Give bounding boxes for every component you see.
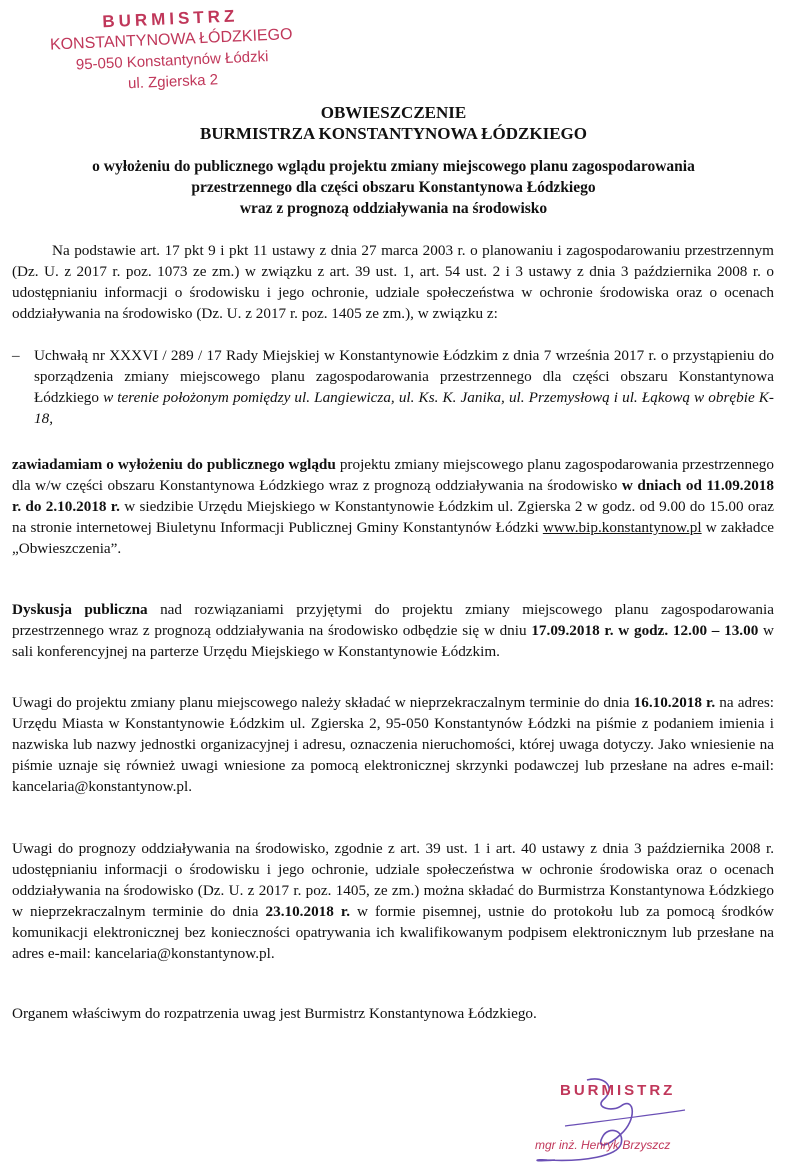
remarks-forecast-paragraph: [12, 838, 774, 964]
notice-dates: w dniach od 11.09.2018 r. do 2.10.2018 r.: [12, 477, 774, 515]
title-line-2: BURMISTRZA KONSTANTYNOWA ŁÓDZKIEGO: [200, 124, 587, 143]
resolution-location: w terenie położonym pomiędzy ul. Langiewicza, ul. Ks. K. Janika, ul. Przemysłową i ul. Łąkową w obrębie K-18: [34, 389, 774, 427]
stamp-line-1: BURMISTRZ: [101, 6, 239, 32]
bip-link[interactable]: www.bip.konstantynow.pl: [542, 519, 702, 536]
remarks-forecast-text-2: w formie pisemnej, ustnie do protokołu lub za pomocą środków komunikacji elektronicznej bez konieczności opatrywania ich kwalifikowanym podpisem elektronicznym lub przesłane na adres e-mail: kancelaria@konstantynow.pl.: [12, 903, 774, 962]
discussion-datetime: 17.09.2018 r. w godz. 12.00 – 13.00: [531, 622, 759, 639]
discussion-paragraph: [12, 599, 774, 662]
discussion-bold-lead: Dyskusja publiczna: [12, 601, 148, 618]
notice-paragraph: [12, 454, 774, 559]
document-title: [0, 102, 787, 144]
resolution-text: Uchwałą nr XXXVI / 289 / 17 Rady Miejskiej w Konstantynowie Łódzkim z dnia 7 września 2017 r. o przystąpieniu do sporządzenia zmiany miejscowego planu zagospodarowania przestrzennego dla części obszaru Konstantynowa Łódzkiego: [34, 347, 774, 406]
official-stamp: [40, 3, 303, 98]
stamp-line-3: 95-050 Konstantynów Łódzki: [75, 48, 269, 74]
remarks-plan-text-1: Uwagi do projektu zmiany planu miejscowego należy składać w nieprzekraczalnym terminie do dnia: [12, 694, 634, 711]
notice-bold-lead: zawiadamiam o wyłożeniu do publicznego wglądu: [12, 456, 336, 473]
stamp-line-4: ul. Zgierska 2: [127, 71, 219, 93]
discussion-text-1: nad rozwiązaniami przyjętymi do projektu zmiany miejscowego planu zagospodarowania przestrzennego wraz z prognozą oddziaływania na środowisko odbędzie się w dniu: [12, 601, 774, 639]
subtitle-line-2: przestrzennego dla części obszaru Konstantynowa Łódzkiego: [191, 179, 596, 196]
remarks-forecast-text-1: Uwagi do prognozy oddziaływania na środowisko, zgodnie z art. 39 ust. 1 i art. 40 ustawy z dnia 3 października 2008 r. udostępnianiu informacji o środowisku i jego ochronie, udziale społeczeństwa w ochronie środowiska oraz o ocenach oddziaływania na środowisko (Dz. U. z 2017 r. poz. 1405, ze zm.) można składać do Burmistrza Konstantynowa Łódzkiego w nieprzekraczalnym terminie do dnia: [12, 840, 774, 920]
title-line-1: OBWIESZCZENIE: [320, 103, 467, 122]
intro-paragraph: Na podstawie art. 17 pkt 9 i pkt 11 ustawy z dnia 27 marca 2003 r. o planowaniu i zagospodarowaniu przestrzennym (Dz. U. z 2017 r. poz. 1073 ze zm.) w związku z art. 39 ust. 1, art. 54 ust. 2 i 3 ustawy z dnia 3 października 2008 r. o udostępnianiu informacji o środowisku i jego ochronie, udziale społeczeństwa w ochronie środowiska oraz o ocenach oddziaływania na środowisko (Dz. U. z 2017 r. poz. 1405 ze zm.), w związku z:: [12, 242, 774, 322]
notice-text-2: w siedzibie Urzędu Miejskiego w Konstantynowie Łódzkim ul. Zgierska 2 w godz. od 9.00 do 15.00 oraz na stronie internetowej Biuletynu Informacji Publicznej Gminy Konstantynów Łódzki: [12, 498, 774, 536]
remarks-plan-deadline: 16.10.2018 r.: [633, 694, 716, 711]
subtitle-line-3: wraz z prognozą oddziaływania na środowisko: [239, 200, 548, 217]
remarks-forecast-deadline: 23.10.2018 r.: [265, 903, 350, 920]
document-subtitle: [20, 156, 767, 219]
signature-block: [525, 1070, 765, 1165]
notice-text-1: projektu zmiany miejscowego planu zagospodarowania przestrzennego dla w/w części obszaru Konstantynowa Łódzkiego wraz z prognozą oddziaływania na środowisko: [12, 456, 774, 494]
authority-paragraph: Organem właściwym do rozpatrzenia uwag jest Burmistrz Konstantynowa Łódzkiego.: [12, 1005, 537, 1022]
subtitle-line-1: o wyłożeniu do publicznego wglądu projektu zmiany miejscowego planu zagospodarowania: [92, 158, 695, 175]
remarks-plan-text-2: na adres: Urzędu Miasta w Konstantynowie Łódzkim ul. Zgierska 2, 95-050 Konstantynów Łódzki na piśmie z podaniem imienia i nazwiska lub nazwy jednostki organizacyjnej i adresu, oznaczenia nieruchomości, której uwaga dotyczy. Jako wniesienie na piśmie uznaje się również uwagi wniesione za pomocą elektronicznej skrzynki podawczej lub przesłane na adres e-mail: kancelaria@konstantynow.pl.: [12, 694, 774, 795]
resolution-list-item: [12, 345, 774, 429]
remarks-plan-paragraph: [12, 692, 774, 797]
discussion-text-2: w sali konferencyjnej na parterze Urzędu Miejskiego w Konstantynowie Łódzkim.: [12, 622, 774, 660]
signature-title: BURMISTRZ: [560, 1082, 676, 1099]
stamp-line-2: KONSTANTYNOWA ŁÓDZKIEGO: [49, 26, 293, 54]
signature-name: mgr inż. Henryk Brzyszcz: [535, 1138, 671, 1152]
list-dash: –: [12, 347, 20, 364]
notice-text-3: w zakładce „Obwieszczenia”.: [12, 519, 774, 557]
resolution-end: ,: [49, 410, 53, 427]
